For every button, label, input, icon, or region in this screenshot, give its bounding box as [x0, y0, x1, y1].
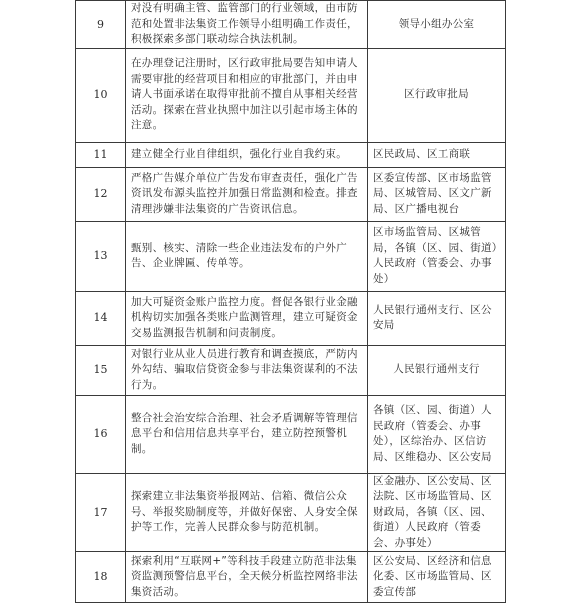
row-number: 15	[76, 345, 126, 395]
task-description: 对没有明确主管、监管部门的行业领域，由市防范和处置非法集资工作领导小组明确工作责任，积极探索多部门联动综合执法机制。	[126, 1, 368, 49]
table-row	[76, 473, 506, 552]
responsible-unit: 区行政审批局	[368, 48, 506, 142]
task-description: 加大可疑资金账户监控力度。督促各银行业金融机构切实加强各类账户监测管理，建立可疑资金交易监测报告机制和问责制度。	[126, 291, 368, 345]
table-row	[76, 552, 506, 603]
responsible-unit: 各镇（区、园、街道）人民政府（管委会、办事处），区综治办、区信访局、区维稳办、区公安局	[368, 395, 506, 473]
table-row	[76, 291, 506, 345]
responsible-unit: 区市场监管局、区城管局，各镇（区、园、街道）人民政府（管委会、办事处）	[368, 221, 506, 291]
responsibility-table	[75, 0, 506, 603]
row-number: 10	[76, 48, 126, 142]
responsible-unit: 人民银行通州支行	[368, 345, 506, 395]
table-row	[76, 345, 506, 395]
responsible-unit: 领导小组办公室	[368, 1, 506, 49]
task-description: 建立健全行业自律组织，强化行业自我约束。	[126, 142, 368, 167]
responsible-unit: 区民政局、区工商联	[368, 142, 506, 167]
row-number: 13	[76, 221, 126, 291]
task-description: 在办理登记注册时，区行政审批局要告知申请人需要审批的经营项目和相应的审批部门，并由申请人书面承诺在取得审批前不擅自从事相关经营活动。探索在营业执照中加注以引起市场主体的注意。	[126, 48, 368, 142]
responsible-unit: 区委宣传部、区市场监管局、区城管局、区文广新局、区广播电视台	[368, 167, 506, 221]
row-number: 11	[76, 142, 126, 167]
row-number: 17	[76, 473, 126, 552]
table-row	[76, 395, 506, 473]
task-description: 对银行业从业人员进行教育和调查摸底，严防内外勾结、骗取信贷资金参与非法集资谋利的不法行为。	[126, 345, 368, 395]
table-row	[76, 48, 506, 142]
task-description: 甄别、核实、清除一些企业违法发布的户外广告、企业牌匾、传单等。	[126, 221, 368, 291]
table-row	[76, 221, 506, 291]
responsible-unit: 人民银行通州支行、区公安局	[368, 291, 506, 345]
row-number: 18	[76, 552, 126, 603]
table-row	[76, 1, 506, 49]
row-number: 14	[76, 291, 126, 345]
task-description: 探索利用“互联网+”等科技手段建立防范非法集资监测预警信息平台，全天候分析监控网络非法集资活动。	[126, 552, 368, 603]
task-description: 探索建立非法集资举报网站、信箱、微信公众号、举报奖励制度等，并做好保密、人身安全保护等工作，完善人民群众参与防范机制。	[126, 473, 368, 552]
row-number: 9	[76, 1, 126, 49]
row-number: 12	[76, 167, 126, 221]
task-description: 严格广告媒介单位广告发布审查责任，强化广告资讯发布源头监控并加强日常监测和检查。排查清理涉嫌非法集资的广告资讯信息。	[126, 167, 368, 221]
table-row	[76, 167, 506, 221]
task-description: 整合社会治安综合治理、社会矛盾调解等管理信息平台和信用信息共享平台，建立防控预警机制。	[126, 395, 368, 473]
row-number: 16	[76, 395, 126, 473]
responsible-unit: 区公安局、区经济和信息化委、区市场监管局、区委宣传部	[368, 552, 506, 603]
responsible-unit: 区金融办、区公安局、区法院、区市场监管局、区财政局，各镇（区、园、街道）人民政府（管委会、办事处）	[368, 473, 506, 552]
table-row	[76, 142, 506, 167]
